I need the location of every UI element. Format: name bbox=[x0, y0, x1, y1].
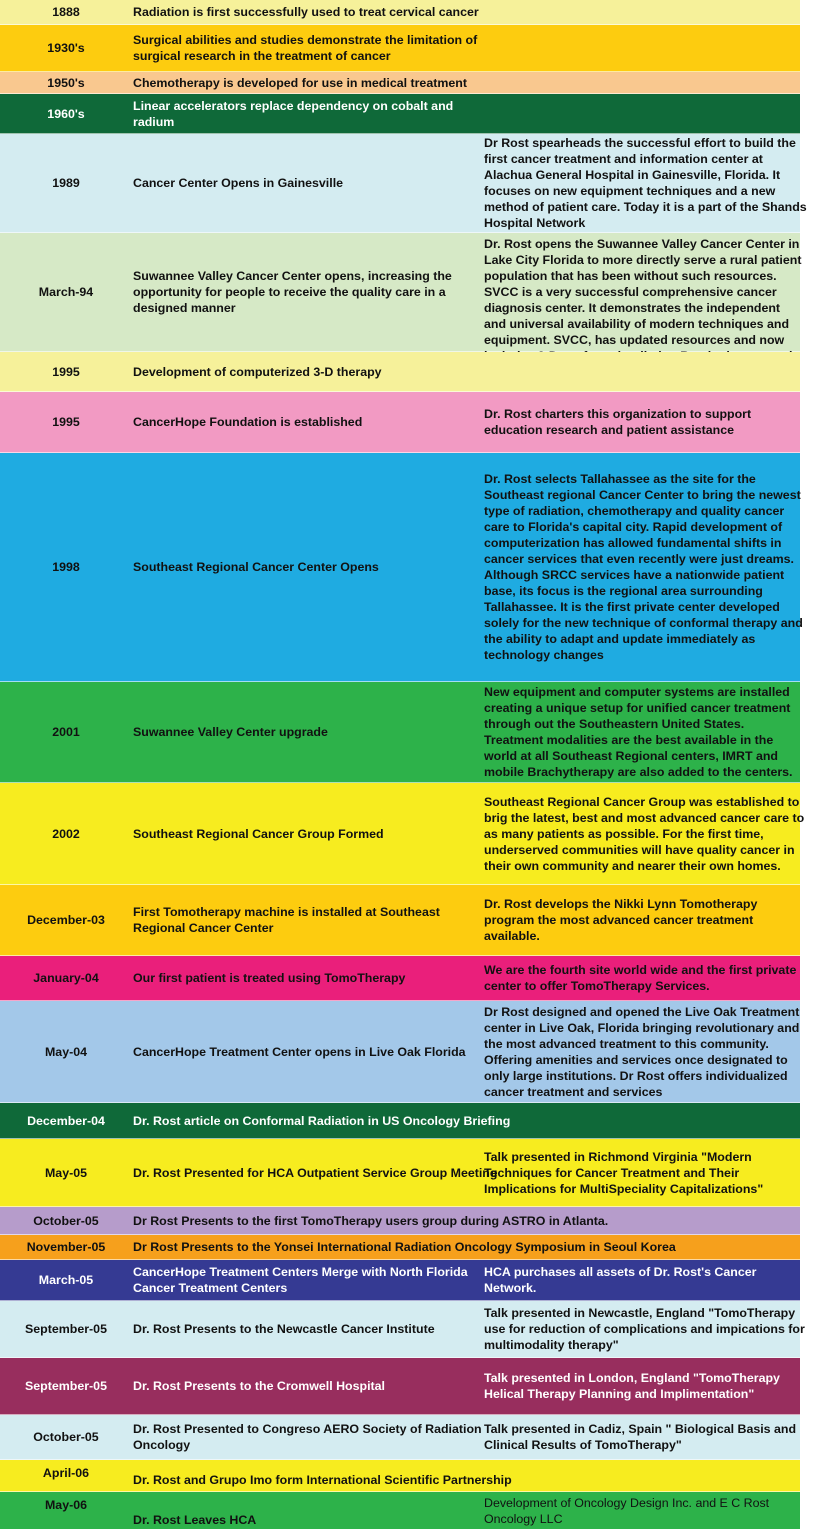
row-detail: Southeast Regional Cancer Group was established to brig the latest, best and most advanced cancer care to as many patients as possible. For the first time, underserved communities will have quality cancer in their own community and nearer their own homes. bbox=[484, 794, 805, 873]
timeline-row bbox=[0, 352, 800, 392]
row-date: October-05 bbox=[33, 1213, 99, 1228]
timeline-row bbox=[0, 783, 805, 885]
timeline-row bbox=[0, 25, 800, 72]
row-detail bbox=[484, 0, 814, 24]
row-detail: Dr. Rost develops the Nikki Lynn Tomotherapy program the most advanced cancer treatment available. bbox=[484, 897, 758, 943]
row-detail bbox=[484, 1235, 814, 1259]
row-detail: Talk presented in Newcastle, England "TomoTherapy use for reduction of complications and impications for multimodality therapy" bbox=[484, 1306, 805, 1352]
row-date: May-06 bbox=[44, 1498, 87, 1512]
row-date: 2002 bbox=[52, 826, 80, 841]
row-date: 2001 bbox=[52, 725, 80, 739]
row-date: January-04 bbox=[33, 971, 99, 985]
row-event: Our first patient is treated using TomoTherapy bbox=[133, 971, 406, 985]
row-detail: Dr Rost spearheads the successful effort to build the first cancer treatment and information center at Alachua General Hospital in Gainesville, Florida. It focuses on new equipment techniques and a new method of patient care. Today it is a part of the Shands Hospital Network bbox=[484, 136, 807, 230]
row-event: CancerHope Treatment Center opens in Live Oak Florida bbox=[133, 1044, 466, 1059]
row-event: Dr. Rost Presented for HCA Outpatient Service Group Meeting bbox=[133, 1165, 498, 1180]
row-date: 1960's bbox=[47, 106, 85, 121]
row-date: 1989 bbox=[52, 176, 80, 190]
timeline-row bbox=[0, 885, 800, 956]
row-date: 1995 bbox=[52, 364, 80, 379]
timeline-row bbox=[0, 453, 803, 682]
row-detail bbox=[484, 72, 814, 93]
row-date: September-05 bbox=[25, 1322, 107, 1336]
row-date: December-03 bbox=[27, 913, 105, 927]
row-detail: New equipment and computer systems are installed creating a unique setup for unified cancer treatment through out the Southeastern United States. Treatment modalities are the best available in the world at all Southeast Regional centers, IMRT and mobile Brachytherapy are also added to the centers. bbox=[484, 685, 793, 779]
row-event: Dr. Rost Leaves HCA bbox=[133, 1513, 257, 1527]
row-event: Suwannee Valley Center upgrade bbox=[133, 725, 328, 739]
row-detail: Talk presented in Richmond Virginia "Modern Techniques for Cancer Treatment and Their Implications for MultiSpeciality Capitalizations" bbox=[484, 1149, 764, 1196]
row-date: 1888 bbox=[52, 5, 80, 19]
row-detail bbox=[484, 1207, 814, 1234]
row-detail bbox=[484, 94, 814, 133]
row-detail bbox=[484, 1460, 814, 1491]
row-date: April-06 bbox=[42, 1466, 90, 1480]
row-event: Chemotherapy is developed for use in medical treatment bbox=[133, 75, 467, 90]
row-date: December-04 bbox=[27, 1113, 105, 1128]
row-date: 1950's bbox=[47, 75, 85, 90]
row-event: Development of computerized 3-D therapy bbox=[133, 364, 382, 379]
row-event: CancerHope Foundation is established bbox=[133, 415, 363, 429]
row-detail bbox=[484, 352, 814, 391]
row-event: Linear accelerators replace dependency on cobalt and radium bbox=[133, 98, 454, 129]
timeline-row bbox=[0, 0, 800, 25]
row-event: Dr. Rost Presents to the Newcastle Cancer Institute bbox=[133, 1322, 435, 1336]
timeline-row bbox=[0, 682, 800, 783]
row-date: May-04 bbox=[44, 1044, 87, 1059]
timeline-row bbox=[0, 1301, 805, 1358]
timeline-row bbox=[0, 1139, 800, 1207]
timeline-row bbox=[0, 956, 800, 1001]
timeline-row bbox=[0, 1001, 800, 1103]
row-event: Radiation is first successfully used to treat cervical cancer bbox=[133, 5, 479, 19]
row-event: Dr. Rost Presented to Congreso AERO Society of Radiation Oncology bbox=[133, 1422, 482, 1452]
row-detail: Talk presented in Cadiz, Spain " Biological Basis and Clinical Results of TomoTherapy" bbox=[484, 1422, 797, 1452]
timeline-row bbox=[0, 72, 800, 94]
row-date: September-05 bbox=[25, 1379, 107, 1393]
row-event: Surgical abilities and studies demonstrate the limitation of surgical research in the treatment of cancer bbox=[133, 33, 478, 63]
row-date: March-94 bbox=[38, 285, 94, 299]
row-date: May-05 bbox=[44, 1165, 87, 1180]
timeline-row bbox=[0, 1358, 800, 1415]
row-event: Dr. Rost and Grupo Imo form International Scientific Partnership bbox=[133, 1473, 512, 1487]
timeline-row bbox=[0, 1260, 800, 1301]
row-detail: Talk presented in London, England "TomoTherapy Helical Therapy Planning and Implimentation" bbox=[484, 1371, 780, 1401]
row-detail: Development of Oncology Design Inc. and E C Rost Oncology LLC bbox=[484, 1495, 770, 1526]
row-event: Southeast Regional Cancer Group Formed bbox=[133, 826, 384, 841]
row-event: Dr Rost Presents to the Yonsei International Radiation Oncology Symposium in Seoul Korea bbox=[133, 1240, 676, 1254]
timeline-row bbox=[0, 1460, 800, 1492]
row-date: 1995 bbox=[52, 415, 80, 429]
timeline-row bbox=[0, 134, 807, 233]
row-date: November-05 bbox=[26, 1240, 106, 1254]
timeline-row bbox=[0, 233, 800, 352]
row-event: First Tomotherapy machine is installed at Southeast Regional Cancer Center bbox=[133, 905, 440, 935]
row-event: CancerHope Treatment Centers Merge with North Florida Cancer Treatment Centers bbox=[133, 1265, 468, 1295]
row-event: Dr. Rost article on Conformal Radiation in US Oncology Briefing bbox=[133, 1113, 511, 1128]
row-event: Cancer Center Opens in Gainesville bbox=[133, 176, 344, 190]
row-event: Dr Rost Presents to the first TomoTherapy users group during ASTRO in Atlanta. bbox=[133, 1213, 609, 1228]
row-detail: Dr. Rost selects Tallahassee as the site for the Southeast regional Cancer Center to bring the newest type of radiation, chemotherapy and quality cancer care to Florida's capital city. Rapid development of computerization has allowed fundamental shifts in cancer services that even recently were just dreams. Although SRCC services have a nationwide patient base, its focus is the regional area surrounding Tallahassee. It is the first private center developed solely for the new technique of conformal therapy and the ability to adapt and update immediately as technology changes bbox=[484, 472, 803, 662]
row-detail bbox=[484, 1103, 814, 1138]
timeline-row bbox=[0, 1492, 800, 1529]
row-date: 1930's bbox=[47, 41, 85, 55]
row-date: 1998 bbox=[52, 560, 80, 574]
timeline-row bbox=[0, 392, 800, 453]
row-date: October-05 bbox=[33, 1430, 99, 1444]
row-detail: Dr. Rost opens the Suwannee Valley Cancer Center in Lake City Florida to more directly serve a rural patient population that has been without such resources. SVCC is a very successful comprehensive cancer diagnosis center. It demonstrates the independent and universal availability of modern techniques and equipment. SVCC, has updated resources and now bbox=[484, 237, 802, 347]
timeline-row bbox=[0, 1103, 800, 1139]
row-detail bbox=[484, 25, 814, 71]
row-detail: We are the fourth site world wide and the first private center to offer TomoTherapy Services. bbox=[484, 963, 797, 993]
timeline-row bbox=[0, 1415, 800, 1460]
timeline-row bbox=[0, 1235, 800, 1260]
row-detail: Dr. Rost charters this organization to support education research and patient assistance bbox=[484, 407, 752, 437]
row-detail: Dr Rost designed and opened the Live Oak Treatment center in Live Oak, Florida bringing revolutionary and the most advanced treatment to this community. Offering amenities and services once designated to only large institutions. Dr Rost offers individualized cancer treatment and services bbox=[484, 1004, 800, 1099]
row-date: March-05 bbox=[38, 1273, 94, 1287]
timeline-row bbox=[0, 1207, 800, 1235]
row-event: Dr. Rost Presents to the Cromwell Hospital bbox=[133, 1379, 385, 1393]
row-event: Southeast Regional Cancer Center Opens bbox=[133, 560, 379, 574]
row-detail: HCA purchases all assets of Dr. Rost's Cancer Network. bbox=[484, 1265, 757, 1295]
timeline-row bbox=[0, 94, 800, 134]
row-event: Suwannee Valley Cancer Center opens, increasing the opportunity for people to receive the quality care in a designed manner bbox=[133, 269, 452, 315]
